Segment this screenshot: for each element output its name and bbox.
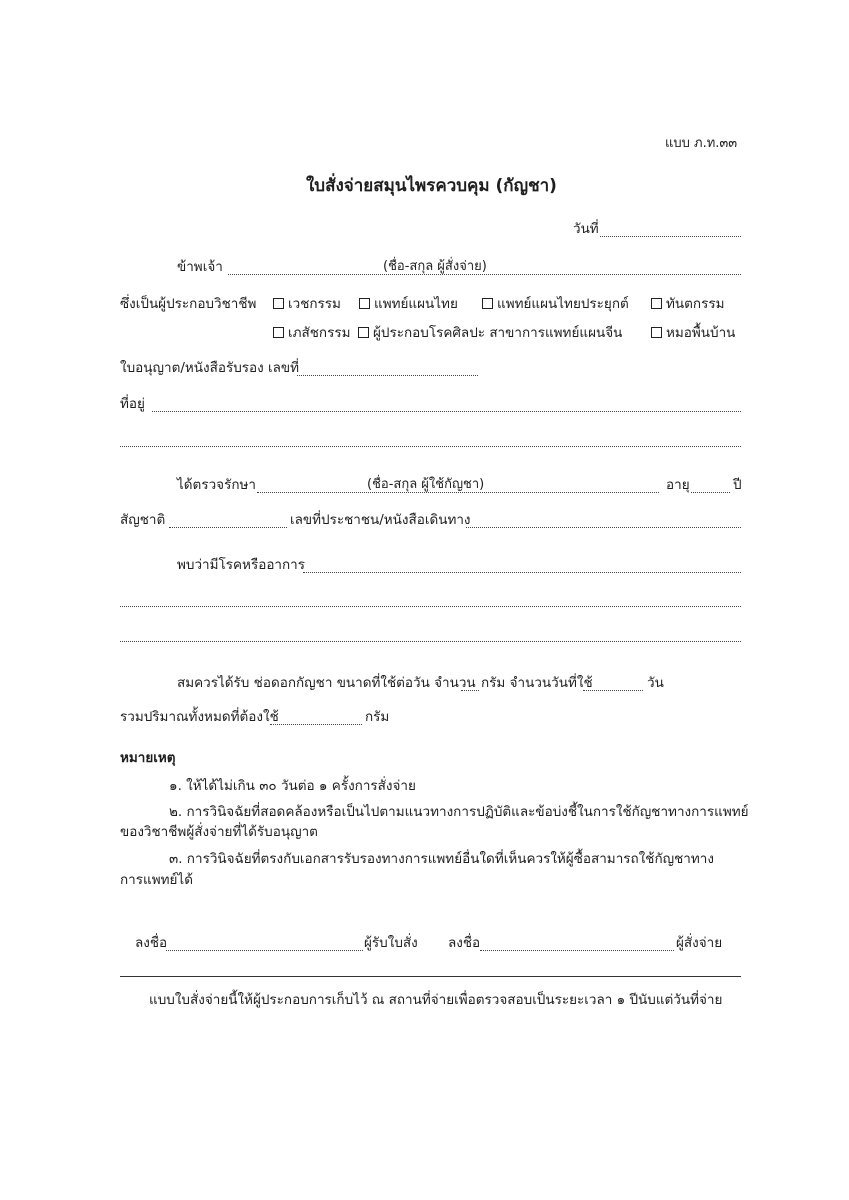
age-field[interactable]	[691, 492, 730, 493]
id-label: เลขที่ประชาชน/หนังสือเดินทาง	[290, 512, 471, 528]
checkbox-icon[interactable]	[273, 298, 284, 309]
remarks-heading: หมายเหตุ	[120, 750, 176, 766]
form-title: ใบสั่งจ่ายสมุนไพรควบคุม (กัญชา)	[306, 176, 557, 196]
profession-option-dentistry[interactable]: ทันตกรรม	[651, 298, 724, 312]
nationality-label: สัญชาติ	[120, 512, 166, 528]
profession-option-applied-thai-medicine[interactable]: แพทย์แผนไทยประยุกต์	[482, 298, 629, 312]
total-amount-field[interactable]	[270, 724, 362, 725]
total-unit: กรัม	[365, 709, 390, 725]
checkbox-icon[interactable]	[651, 298, 662, 309]
prescriber-name-field[interactable]	[228, 274, 741, 275]
diagnosis-field-line2[interactable]	[120, 606, 741, 607]
age-label: อายุ	[666, 477, 690, 493]
diagnosis-label: พบว่ามีโรคหรืออาการ	[177, 557, 306, 573]
day-unit: วัน	[647, 675, 664, 691]
remark-item-1: ๑. ให้ได้ไม่เกิน ๓๐ วันต่อ ๑ ครั้งการสั่งจ่าย	[169, 778, 416, 794]
receiver-sign-label: ลงชื่อ	[135, 935, 168, 951]
checkbox-icon[interactable]	[482, 298, 493, 309]
license-number-field[interactable]	[297, 375, 478, 376]
receiver-role: ผู้รับใบสั่ง	[364, 935, 418, 951]
checkbox-icon[interactable]	[273, 327, 284, 338]
footer-note: แบบใบสั่งจ่ายนี้ให้ผู้ประกอบการเก็บไว้ ณ สถานที่จ่ายเพื่อตรวจสอบเป็นระยะเวลา ๑ ปีนับแต่วันที่จ่าย	[149, 992, 723, 1008]
nationality-field[interactable]	[169, 527, 287, 528]
remark-item-3-line2: การแพทย์ได้	[120, 872, 193, 888]
remark-item-3-line1: ๓. การวินิจฉัยที่ตรงกับเอกสารรับรองทางการแพทย์อื่นใดที่เห็นควรให้ผู้ซื้อสามารถใช้กัญชาทาง	[169, 851, 714, 867]
remark-item-2-line1: ๒. การวินิจฉัยที่สอดคล้องหรือเป็นไปตามแนวทางการปฏิบัติและข้อบ่งชี้ในการใช้กัญชาทางการแพทย์	[169, 804, 749, 820]
checkbox-icon[interactable]	[358, 327, 369, 338]
dosage-gram-text: กรัม จำนวนวันที่ใช้	[481, 675, 593, 691]
checkbox-icon[interactable]	[651, 327, 662, 338]
profession-option-pharmacy[interactable]: เภสัชกรรม	[273, 327, 351, 341]
address-field-line2[interactable]	[120, 446, 741, 447]
profession-option-thai-medicine[interactable]: แพทย์แผนไทย	[359, 298, 458, 312]
address-field-line1[interactable]	[152, 411, 741, 412]
prescriber-label: ข้าพเจ้า	[177, 259, 223, 275]
license-label: ใบอนุญาต/หนังสือรับรอง เลขที่	[120, 360, 300, 376]
diagnosis-field-line3[interactable]	[120, 641, 741, 642]
patient-name-field[interactable]	[257, 492, 659, 493]
footer-divider	[120, 976, 741, 977]
checkbox-icon[interactable]	[359, 298, 370, 309]
form-code: แบบ ภ.ท.๓๓	[665, 136, 738, 151]
prescriber-hint: (ชื่อ-สกุล ผู้สั่งจ่าย)	[383, 259, 487, 274]
date-field[interactable]	[600, 236, 741, 237]
profession-option-medicine[interactable]: เวชกรรม	[273, 298, 341, 312]
profession-option-folk-healer[interactable]: หมอพื้นบ้าน	[651, 327, 735, 341]
receiver-signature-field[interactable]	[166, 950, 363, 951]
id-number-field[interactable]	[466, 527, 741, 528]
patient-hint: (ชื่อ-สกุล ผู้ใช้กัญชา)	[367, 477, 485, 492]
date-label: วันที่	[573, 221, 599, 237]
prescriber-signature-field[interactable]	[480, 950, 674, 951]
profession-label: ซึ่งเป็นผู้ประกอบวิชาชีพ	[120, 296, 257, 312]
prescriber-sign-label: ลงชื่อ	[448, 935, 481, 951]
profession-option-chinese-medicine[interactable]: ผู้ประกอบโรคศิลปะ สาขาการแพทย์แผนจีน	[358, 327, 622, 341]
days-field[interactable]	[583, 690, 643, 691]
prescriber-role: ผู้สั่งจ่าย	[676, 935, 723, 951]
daily-dose-field[interactable]	[461, 690, 479, 691]
total-label: รวมปริมาณทั้งหมดที่ต้องใช้	[120, 709, 279, 725]
diagnosis-field-line1[interactable]	[303, 572, 741, 573]
remark-item-2-line2: ของวิชาชีพผู้สั่งจ่ายที่ได้รับอนุญาต	[120, 824, 318, 840]
patient-label: ได้ตรวจรักษา	[177, 477, 256, 493]
address-label: ที่อยู่	[120, 396, 145, 412]
dosage-text: สมควรได้รับ ช่อดอกกัญชา ขนาดที่ใช้ต่อวัน จำนวน	[177, 675, 476, 691]
age-unit: ปี	[733, 477, 742, 493]
